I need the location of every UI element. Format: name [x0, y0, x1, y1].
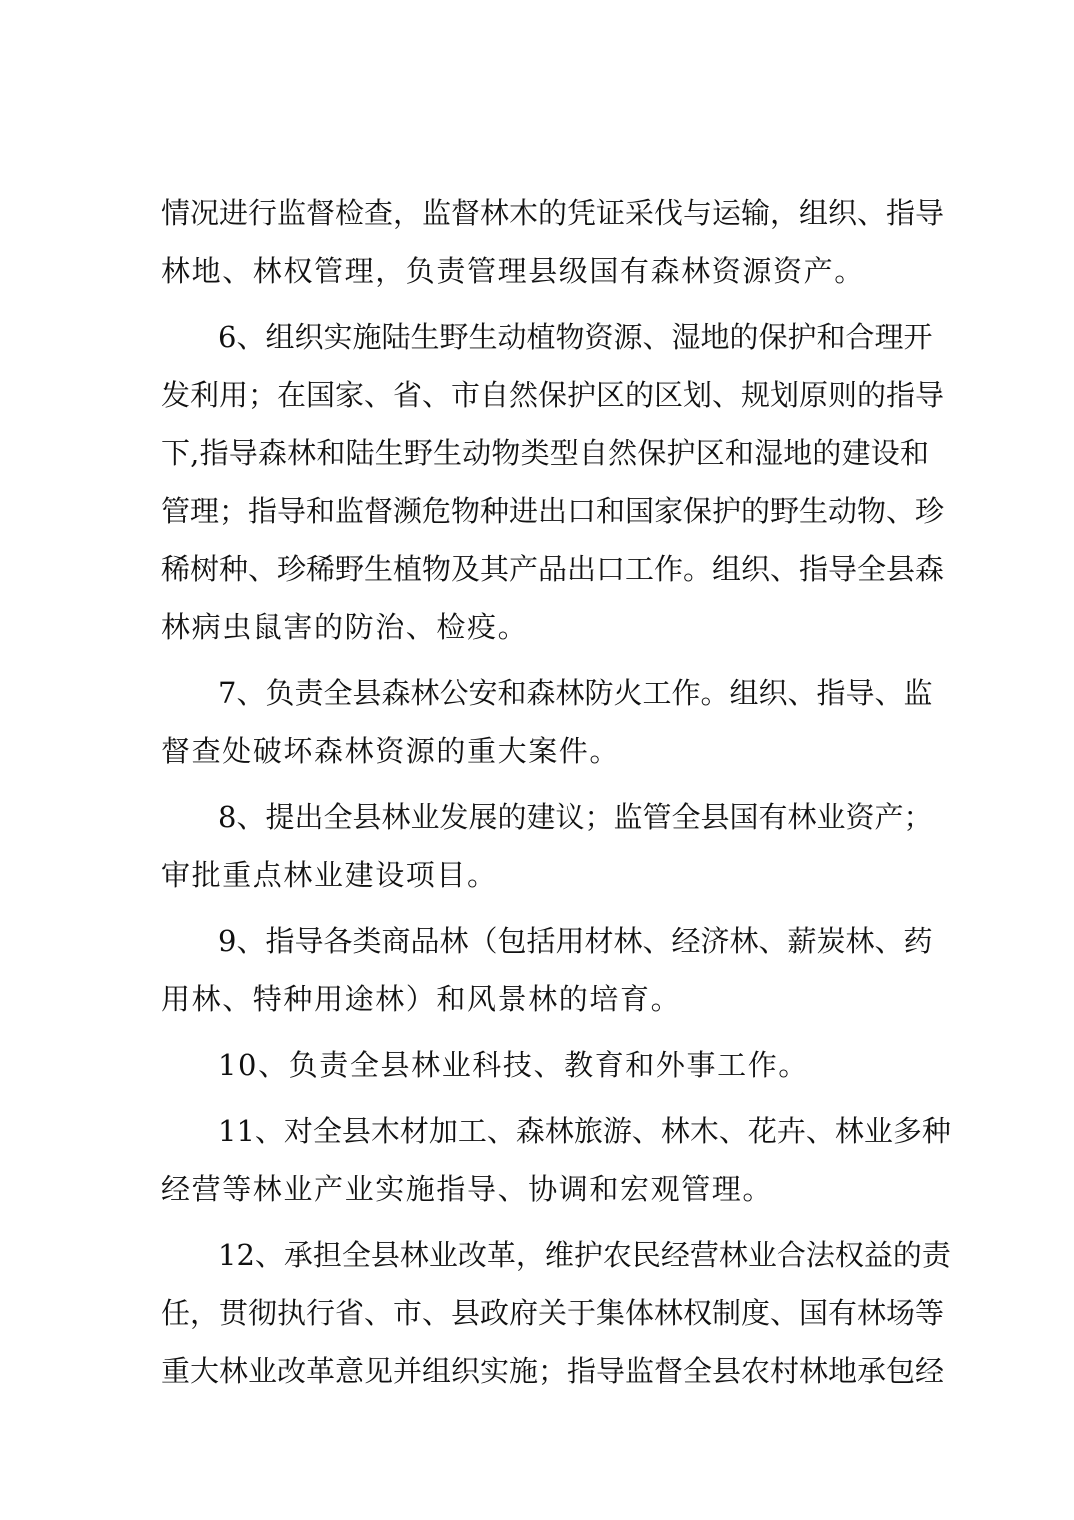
paragraph-line: 林病虫鼠害的防治、检疫。 [161, 610, 529, 644]
document-body [161, 184, 951, 1400]
paragraph-line: 11、对全县木材加工、森林旅游、林木、花卉、林业多种 [218, 1114, 951, 1148]
paragraph-line: 经营等林业产业实施指导、协调和宏观管理。 [161, 1172, 774, 1206]
paragraph-item-12 [161, 1226, 951, 1400]
paragraph-line: 10、负责全县林业科技、教育和外事工作。 [218, 1048, 809, 1082]
paragraph-line: 审批重点林业建设项目。 [161, 858, 498, 892]
paragraph-line: 6、组织实施陆生野生动植物资源、湿地的保护和合理开 [218, 320, 933, 354]
paragraph-line: 7、负责全县森林公安和森林防火工作。组织、指导、监 [218, 676, 933, 710]
paragraph-continuation [161, 184, 945, 300]
paragraph-line: 稀树种、珍稀野生植物及其产品出口工作。组织、指导全县森 [161, 552, 945, 586]
paragraph-line: 情况进行监督检查，监督林木的凭证采伐与运输，组织、指导 [161, 196, 945, 230]
paragraph-item-7 [161, 664, 933, 780]
paragraph-line: 发利用；在国家、省、市自然保护区的区划、规划原则的指导 [161, 378, 945, 412]
paragraph-line: 重大林业改革意见并组织实施；指导监督全县农村林地承包经 [161, 1354, 945, 1388]
paragraph-item-10 [161, 1036, 929, 1094]
paragraph-item-6 [161, 308, 945, 656]
paragraph-item-9 [161, 912, 933, 1028]
paragraph-line: 9、指导各类商品林（包括用材林、经济林、薪炭林、药 [218, 924, 933, 958]
paragraph-line: 12、承担全县林业改革，维护农民经营林业合法权益的责 [218, 1238, 951, 1272]
paragraph-line: 任，贯彻执行省、市、县政府关于集体林权制度、国有林场等 [161, 1296, 945, 1330]
paragraph-line: 林地、林权管理，负责管理县级国有森林资源资产。 [161, 254, 865, 288]
paragraph-line: 用林、特种用途林）和风景林的培育。 [161, 982, 682, 1016]
paragraph-line: 8、提出全县林业发展的建议；监管全县国有林业资产； [218, 800, 933, 834]
paragraph-line: 督查处破坏森林资源的重大案件。 [161, 734, 621, 768]
paragraph-line: 下,指导森林和陆生野生动物类型自然保护区和湿地的建设和 [161, 436, 929, 470]
paragraph-line: 管理；指导和监督濒危物种进出口和国家保护的野生动物、珍 [161, 494, 945, 528]
paragraph-item-11 [161, 1102, 951, 1218]
paragraph-item-8 [161, 788, 933, 904]
